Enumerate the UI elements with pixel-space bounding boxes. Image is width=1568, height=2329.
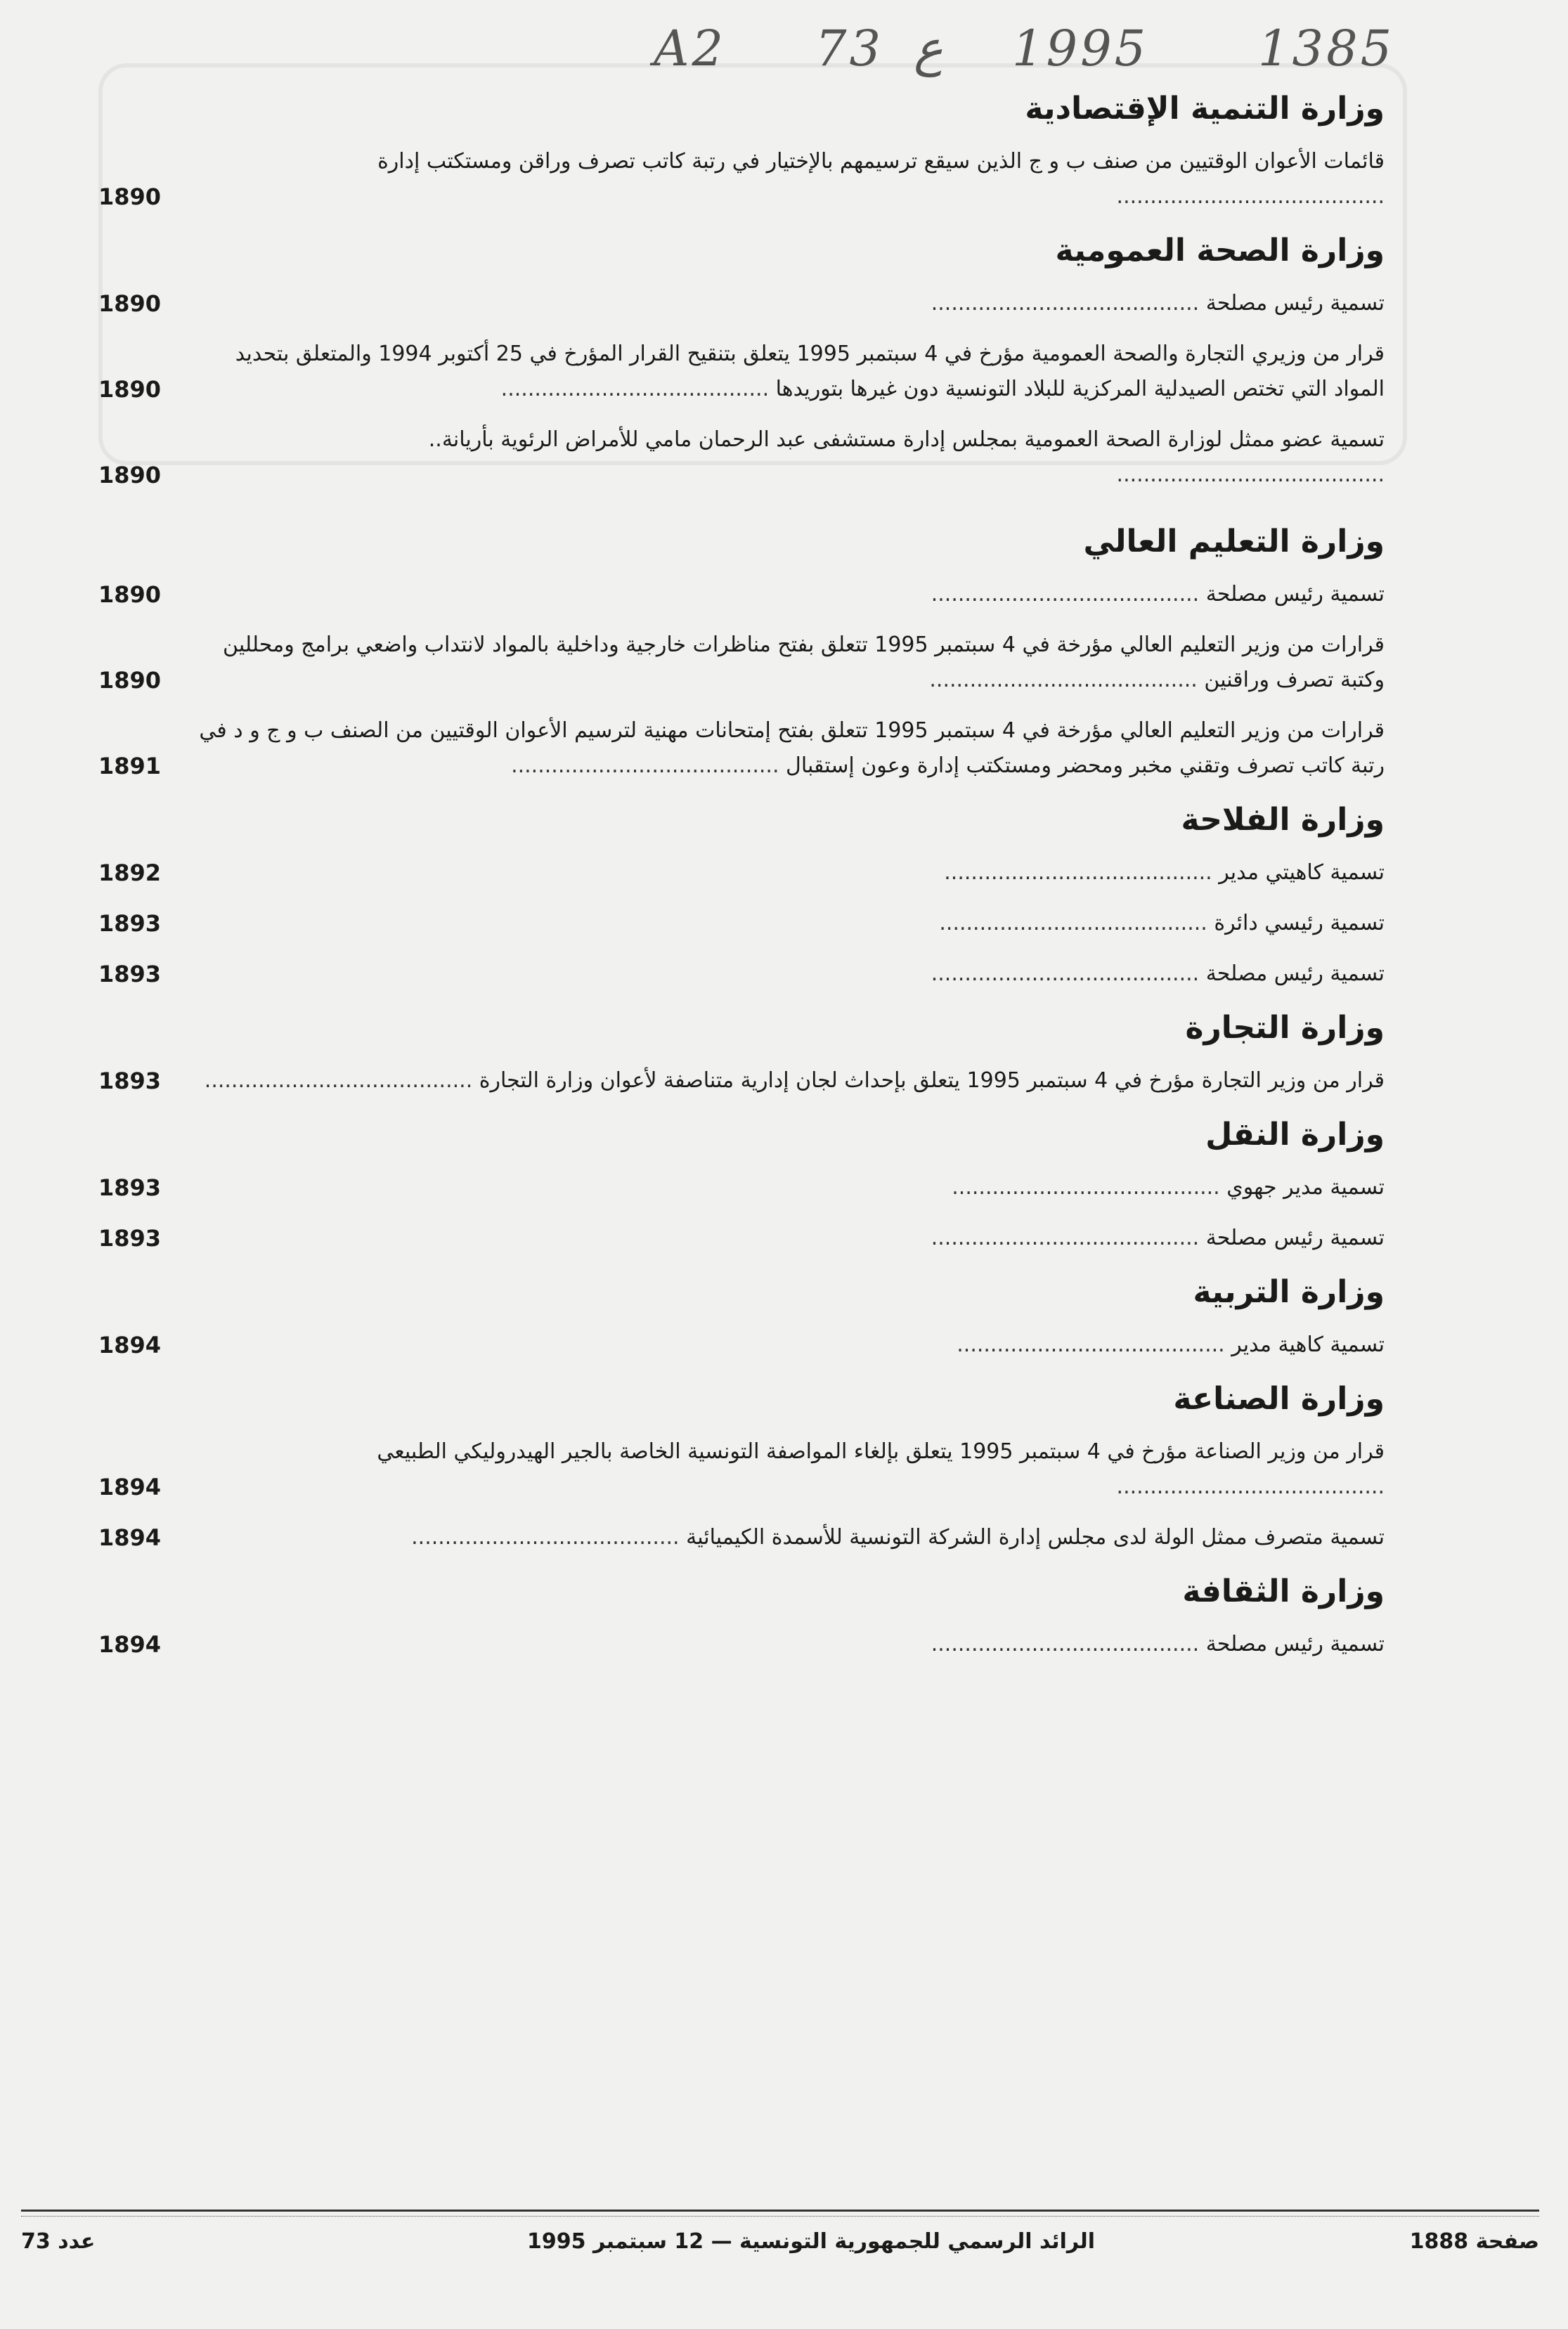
entry-page-number: 1890 [98,462,162,488]
toc-section [98,799,1385,992]
entry-text [176,144,1385,214]
entry-title: تسمية رئيس مصلحة [1205,961,1385,986]
entry-title: قرار من وزير الصناعة مؤرخ في 4 سبتمبر 1995 يتعلق بإلغاء المواصفة التونسية الخاصة بالجير الهيدروليكي الطبيعي [377,1439,1385,1464]
leader-dots: ........................................ [931,582,1206,606]
toc-section [98,1007,1385,1098]
section-title: وزارة التربية [1193,1274,1385,1310]
toc-entry [98,337,1385,407]
entry-text [176,422,1385,493]
entry-title: تسمية كاهيتي مدير [1219,860,1385,885]
leader-dots: ........................................ [952,1175,1227,1200]
entry-text [176,956,1385,992]
toc-entry [98,1520,1385,1555]
entry-title: تسمية رئيس مصلحة [1205,582,1385,606]
toc-entry [98,1328,1385,1363]
entry-text [176,713,1385,784]
leader-dots: ........................................ [500,377,776,401]
toc-section [98,1571,1385,1662]
entry-title: تسمية متصرف ممثل الولة لدى مجلس إدارة الشركة التونسية للأسمدة الكيميائية [686,1525,1385,1550]
entry-title: تسمية مدير جهوي [1226,1175,1385,1200]
entry-title: تسمية رئيس مصلحة [1205,291,1385,316]
table-of-contents [98,88,1385,1678]
toc-section [98,88,1385,214]
footer-rule [21,2210,1539,2217]
entry-page-number: 1894 [98,1474,162,1500]
section-title: وزارة التجارة [1185,1010,1385,1046]
entry-text [176,1170,1385,1205]
entry-text [176,1627,1385,1662]
leader-dots: ........................................ [411,1525,687,1550]
toc-entry [98,286,1385,321]
entry-page-number: 1894 [98,1524,162,1551]
toc-entry [98,628,1385,698]
leader-dots: ........................................ [1116,1474,1385,1499]
entry-title: تسمية رئيس مصلحة [1205,1226,1385,1250]
entry-page-number: 1892 [98,859,162,886]
toc-entry [98,144,1385,214]
footer-publication: الرائد الرسمي للجمهورية التونسية — 12 سبتمبر 1995 [527,2229,1096,2254]
entry-text [176,855,1385,890]
leader-dots: ........................................ [939,911,1214,935]
toc-entry [98,956,1385,992]
section-title: وزارة الفلاحة [1181,802,1385,838]
entry-text [176,1221,1385,1256]
leader-dots: ........................................ [931,1226,1206,1250]
handwritten-year: 1995 [1012,20,1149,77]
entry-text [176,1063,1385,1098]
toc-entry [98,713,1385,784]
entry-page-number: 1890 [98,376,162,403]
footer-issue-number: عدد 73 [21,2229,96,2254]
entry-title: تسمية عضو ممثل لوزارة الصحة العمومية بمجلس إدارة مستشفى عبد الرحمان مامي للأمراض الرئوية بأريانة.. [428,427,1385,452]
entry-page-number: 1894 [98,1631,162,1658]
entry-page-number: 1890 [98,290,162,317]
toc-section [98,1271,1385,1363]
leader-dots: ........................................ [931,291,1206,316]
entry-page-number: 1891 [98,753,162,779]
toc-entry [98,855,1385,890]
entry-title: قرار من وزيري التجارة والصحة العمومية مؤرخ في 4 سبتمبر 1995 يتعلق بتنقيح القرار المؤرخ في 25 أكتوبر 1994 والمتعلق بتحديد المواد التي تختص الصيدلية المركزية للبلاد التونسية دون غيرها بتوريدها [235,342,1385,401]
toc-entry [98,1063,1385,1098]
toc-section [98,1378,1385,1555]
entry-text [176,337,1385,407]
leader-dots: ........................................ [957,1332,1232,1357]
section-title: وزارة النقل [1205,1117,1385,1153]
handwritten-issue: 73 [815,20,884,77]
entry-title: قرارات من وزير التعليم العالي مؤرخة في 4 سبتمبر 1995 تتعلق بفتح إمتحانات مهنية لترسيم الأعوان الوقتيين من الصنف ب و ج و د في رتبة كاتب تصرف وتقني مخبر ومحضر ومستكتب إدارة وعون إستقبال [199,718,1385,778]
toc-entry [98,1221,1385,1256]
toc-entry [98,906,1385,941]
toc-section [98,521,1385,784]
entry-text [176,286,1385,321]
leader-dots: ........................................ [931,1632,1206,1656]
handwritten-number: 1385 [1258,20,1395,77]
entry-text [176,906,1385,941]
leader-dots: ........................................ [511,753,786,778]
leader-dots: ........................................ [1116,184,1385,209]
entry-title: تسمية رئيس مصلحة [1205,1632,1385,1656]
entry-text [176,628,1385,698]
toc-section [98,1114,1385,1256]
entry-page-number: 1894 [98,1332,162,1358]
entry-title: تسمية رئيسي دائرة [1214,911,1385,935]
entry-page-number: 1890 [98,667,162,694]
toc-section [98,230,1385,493]
toc-entry [98,1434,1385,1505]
toc-entry [98,1627,1385,1662]
toc-entry [98,1170,1385,1205]
section-title: وزارة الثقافة [1182,1574,1385,1609]
entry-page-number: 1893 [98,910,162,937]
footer-page-number: صفحة 1888 [1409,2229,1539,2254]
handwritten-letter: ع [914,20,943,77]
entry-page-number: 1890 [98,581,162,608]
entry-page-number: 1893 [98,1068,162,1094]
section-title: وزارة الصحة العمومية [1055,233,1385,268]
entry-page-number: 1893 [98,961,162,987]
entry-text [176,1328,1385,1363]
entry-page-number: 1893 [98,1225,162,1252]
leader-dots: ........................................ [204,1068,479,1093]
toc-entry [98,422,1385,493]
leader-dots: ........................................ [931,961,1206,986]
toc-entry [98,577,1385,612]
entry-title: قائمات الأعوان الوقتيين من صنف ب و ج الذين سيقع ترسيمهم بالإختيار في رتبة كاتب تصرف وراقن ومستكتب إدارة [377,149,1385,174]
entry-text [176,1434,1385,1505]
page-footer [21,2229,1539,2264]
leader-dots: ........................................ [929,668,1205,692]
entry-text [176,1520,1385,1555]
entry-title: قرار من وزير التجارة مؤرخ في 4 سبتمبر 1995 يتعلق بإحداث لجان إدارية متناصفة لأعوان وزارة التجارة [479,1068,1385,1093]
section-title: وزارة الصناعة [1173,1381,1385,1417]
entry-page-number: 1893 [98,1174,162,1201]
entry-title: قرارات من وزير التعليم العالي مؤرخة في 4 سبتمبر 1995 تتعلق بفتح مناظرات خارجية وداخلية بالمواد لانتداب واضعي برامج ومحللين وكتبة تصرف وراقنين [223,632,1385,692]
leader-dots: ........................................ [944,860,1219,885]
entry-title: تسمية كاهية مدير [1231,1332,1385,1357]
section-title: وزارة التعليم العالي [1083,524,1385,559]
handwritten-code: A2 [654,20,727,77]
leader-dots: ........................................ [1116,462,1385,487]
section-title: وزارة التنمية الإقتصادية [1025,91,1385,126]
entry-text [176,577,1385,612]
entry-page-number: 1890 [98,183,162,210]
